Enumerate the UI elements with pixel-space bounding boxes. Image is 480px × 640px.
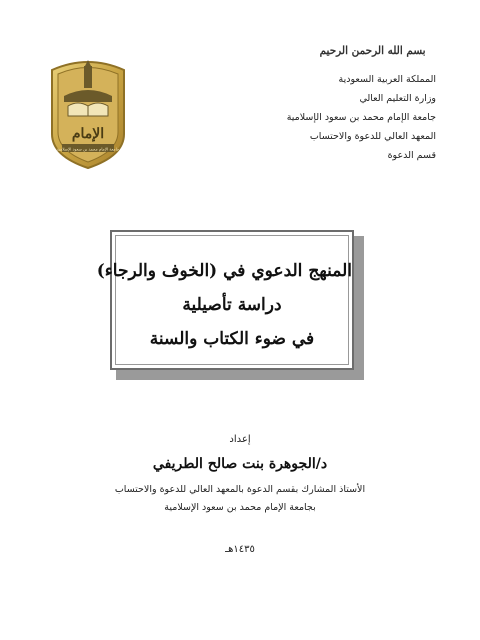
prepared-by-label: إعداد: [229, 434, 251, 445]
header-line-university: جامعة الإمام محمد بن سعود الإسلامية: [286, 112, 436, 123]
header-line-institute: المعهد العالي للدعوة والاحتساب: [309, 131, 436, 142]
author-affiliation-2: بجامعة الإمام محمد بن سعود الإسلامية: [164, 502, 316, 513]
publication-year: ١٤٣٥هـ: [225, 544, 255, 555]
title-line-3: في ضوء الكتاب والسنة: [149, 329, 315, 349]
basmala-calligraphy: بسم الله الرحمن الرحيم: [319, 44, 426, 57]
title-line-1: المنهج الدعوي في (الخوف والرجاء): [96, 261, 352, 281]
author-name: د/الجوهرة بنت صالح الطريفي: [152, 456, 328, 472]
university-logo: [44, 56, 132, 170]
title-text: [96, 254, 352, 356]
institution-header: [266, 70, 436, 165]
header-line-department: قسم الدعوة: [387, 150, 436, 161]
author-affiliation-1: الأستاذ المشارك بقسم الدعوة بالمعهد العالي للدعوة والاحتساب: [114, 484, 366, 495]
title-box: [96, 230, 354, 370]
header-line-ministry: وزارة التعليم العالي: [359, 93, 436, 104]
logo-caption: جامعة الإمام محمد بن سعود الإسلامية: [56, 146, 120, 152]
header-line-kingdom: المملكة العربية السعودية: [338, 74, 436, 85]
title-line-2: دراسة تأصيلية: [182, 295, 282, 315]
logo-wordmark: الإمام: [71, 126, 105, 142]
